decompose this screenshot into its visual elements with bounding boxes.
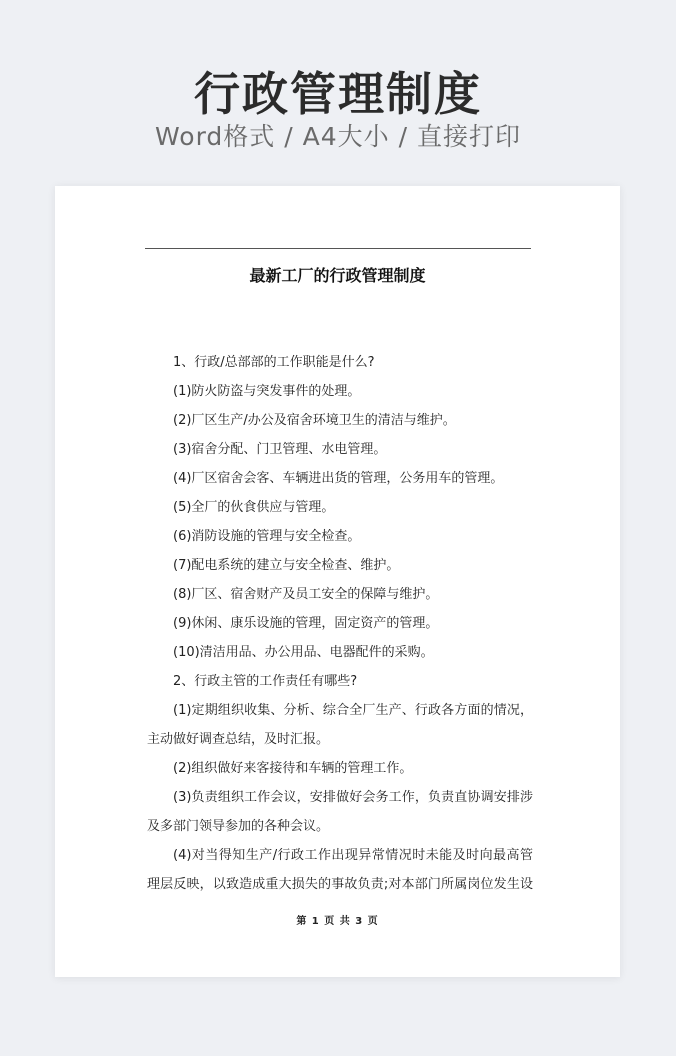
list-item: (5)全厂的伙食供应与管理。	[173, 500, 335, 515]
list-item: (9)休闲、康乐设施的管理，固定资产的管理。	[173, 616, 439, 631]
question-heading: 2、行政主管的工作责任有哪些?	[173, 674, 358, 689]
paragraph-line: (1)定期组织收集、分析、综合全厂生产、行政各方面的情况，	[173, 703, 533, 718]
document-body	[147, 348, 533, 899]
document-page	[55, 186, 620, 977]
paragraph-line: (3)负责组织工作会议，安排做好会务工作，负责直协调安排涉	[173, 790, 533, 805]
paragraph-line: 及多部门领导参加的各种会议。	[147, 819, 330, 834]
question-heading: 1、行政/总部部的工作职能是什么?	[173, 355, 375, 370]
header-rule	[145, 248, 531, 249]
list-item: (7)配电系统的建立与安全检查、维护。	[173, 558, 400, 573]
list-item: (8)厂区、宿舍财产及员工安全的保障与维护。	[173, 587, 439, 602]
list-item: (10)清洁用品、办公用品、电器配件的采购。	[173, 645, 434, 660]
banner-subtitle: Word格式 / A4大小 / 直接打印	[155, 122, 521, 151]
document-title: 最新工厂的行政管理制度	[249, 266, 426, 285]
list-item: (3)宿舍分配、门卫管理、水电管理。	[173, 442, 387, 457]
paragraph-line: 主动做好调查总结，及时汇报。	[147, 732, 330, 747]
list-item: (4)厂区宿舍会客、车辆进出货的管理，公务用车的管理。	[173, 471, 504, 486]
paragraph-line: (4)对当得知生产/行政工作出现异常情况时未能及时向最高管	[173, 848, 533, 863]
page-number: 第 1 页 共 3 页	[296, 916, 379, 927]
list-item: (6)消防设施的管理与安全检查。	[173, 529, 361, 544]
paragraph-line: 理层反映，以致造成重大损失的事故负责;对本部门所属岗位发生设	[147, 877, 533, 892]
list-item: (1)防火防盗与突发事件的处理。	[173, 384, 361, 399]
banner-title: 行政管理制度	[194, 67, 482, 121]
list-item: (2)厂区生产/办公及宿舍环境卫生的清洁与维护。	[173, 413, 456, 428]
paragraph-line: (2)组织做好来客接待和车辆的管理工作。	[173, 761, 413, 776]
